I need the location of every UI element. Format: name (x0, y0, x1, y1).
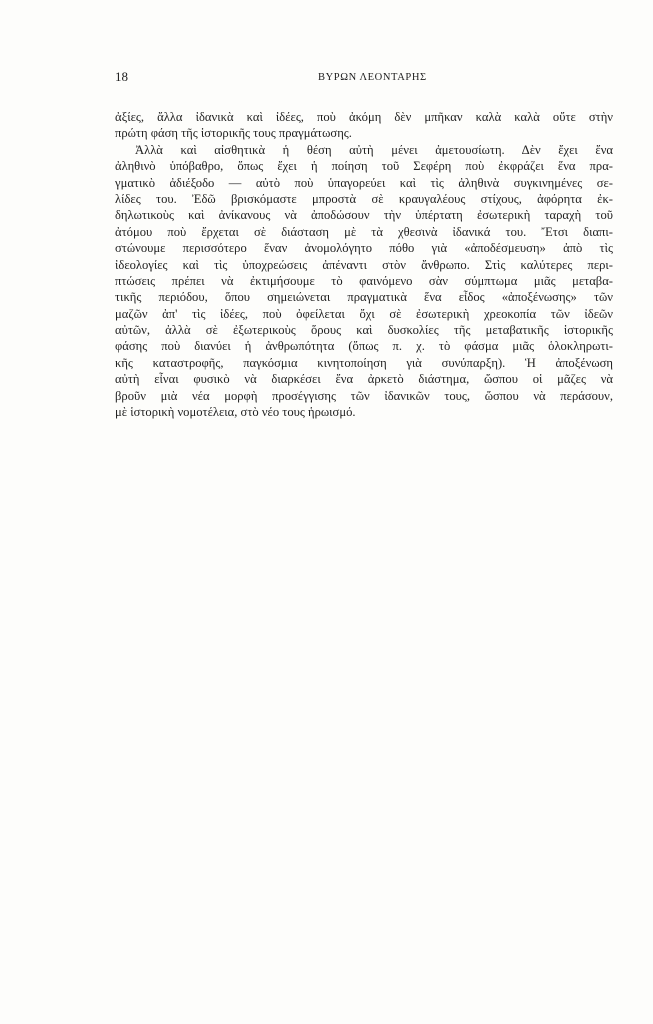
text-line: μαζῶν ἀπ' τὶς ἰδέες, ποὺ ὀφείλεται ὄχι σὲ ἐσωτερικὴ χρεοκοπία τῶν ἰδεῶν (115, 306, 613, 321)
text-line: ἰδεολογίες καὶ τὶς ὑποχρεώσεις ἀπέναντι στὸν ἄνθρωπο. Στὶς καλύτερες περι- (115, 257, 613, 272)
text-line: αὐτὴ εἶναι φυσικὸ νὰ διαρκέσει ἕνα ἀρκετὸ διάστημα, ὥσπου οἱ μᾶζες νὰ (115, 372, 613, 387)
text-line: αὐτῶν, ἀλλὰ σὲ ἐξωτερικοὺς ὅρους καὶ δυσκολίες τῆς μεταβατικῆς ἱστορικῆς (115, 323, 613, 338)
text-line: τικῆς περιόδου, ὅπου σημειώνεται πραγματικὰ ἕνα εἶδος «ἀποξένωσης» τῶν (115, 290, 613, 305)
text-line: ἀτόμου ποὺ ἔρχεται σὲ διάσταση μὲ τὰ χθεσινὰ ἰδανικά του. Ἔτσι διαπι- (115, 224, 613, 239)
running-title: ΒΥΡΩΝ ΛΕΟΝΤΑΡΗΣ (318, 72, 427, 83)
text-line: ἀξίες, ἄλλα ἰδανικὰ καὶ ἰδέες, ποὺ ἀκόμη δὲν μπῆκαν καλὰ καλὰ οὔτε στὴν (115, 110, 613, 124)
text-line: Ἀλλὰ καὶ αἰσθητικὰ ἡ θέση αὐτὴ μένει ἀμετουσίωτη. Δὲν ἔχει ἕνα (135, 142, 613, 157)
page-number: 18 (115, 69, 128, 84)
text-line: μὲ ἱστορικὴ νομοτέλεια, στὸ νέο τους ἡρωισμό. (115, 405, 356, 420)
text-line: ἀληθινὸ ὑπόβαθρο, ὅπως ἔχει ἡ ποίηση τοῦ Σεφέρη ποὺ ἐκφράζει ἕνα πρα- (115, 159, 613, 174)
text-line: στώνουμε περισσότερο ἕναν ἀνομολόγητο πόθο γιὰ «ἀποδέσμευση» ἀπὸ τὶς (115, 241, 613, 256)
text-line: βροῦν μιὰ νέα μορφὴ προσέγγισης τῶν ἰδανικῶν τους, ὥσπου νὰ περάσουν, (115, 388, 613, 403)
text-line: φάσης ποὺ διανύει ἡ ἀνθρωπότητα (ὅπως π. χ. τὸ φάσμα μιᾶς ὁλοκληρωτι- (115, 339, 613, 354)
body-text (115, 109, 613, 420)
text-line: πτώσεις πρέπει νὰ ἐκτιμήσουμε τὸ φαινόμενο σὰν σύμπτωμα μιᾶς μεταβα- (115, 273, 613, 288)
text-line: λίδες του. Ἐδῶ βρισκόμαστε μπροστὰ σὲ κραυγαλέους στίχους, ἀφόρητα ἐκ- (115, 191, 613, 206)
text-line: γματικὸ ἀδιέξοδο — αὐτὸ ποὺ ὑπαγορεύει καὶ τὶς ἀληθινὰ συγκινημένες σε- (115, 175, 613, 190)
text-line: κῆς καταστροφῆς, παγκόσμια κινητοποίηση γιὰ συνύπαρξη). Ἡ ἀποξένωση (115, 355, 613, 370)
text-line: πρώτη φάση τῆς ἱστορικῆς τους πραγμάτωσης. (115, 126, 352, 141)
text-line: δηλωτικοὺς καὶ ἀνίκανους νὰ ἀποδώσουν τὴν ὑπέρτατη ἐσωτερικὴ ταραχὴ τοῦ (115, 208, 613, 223)
